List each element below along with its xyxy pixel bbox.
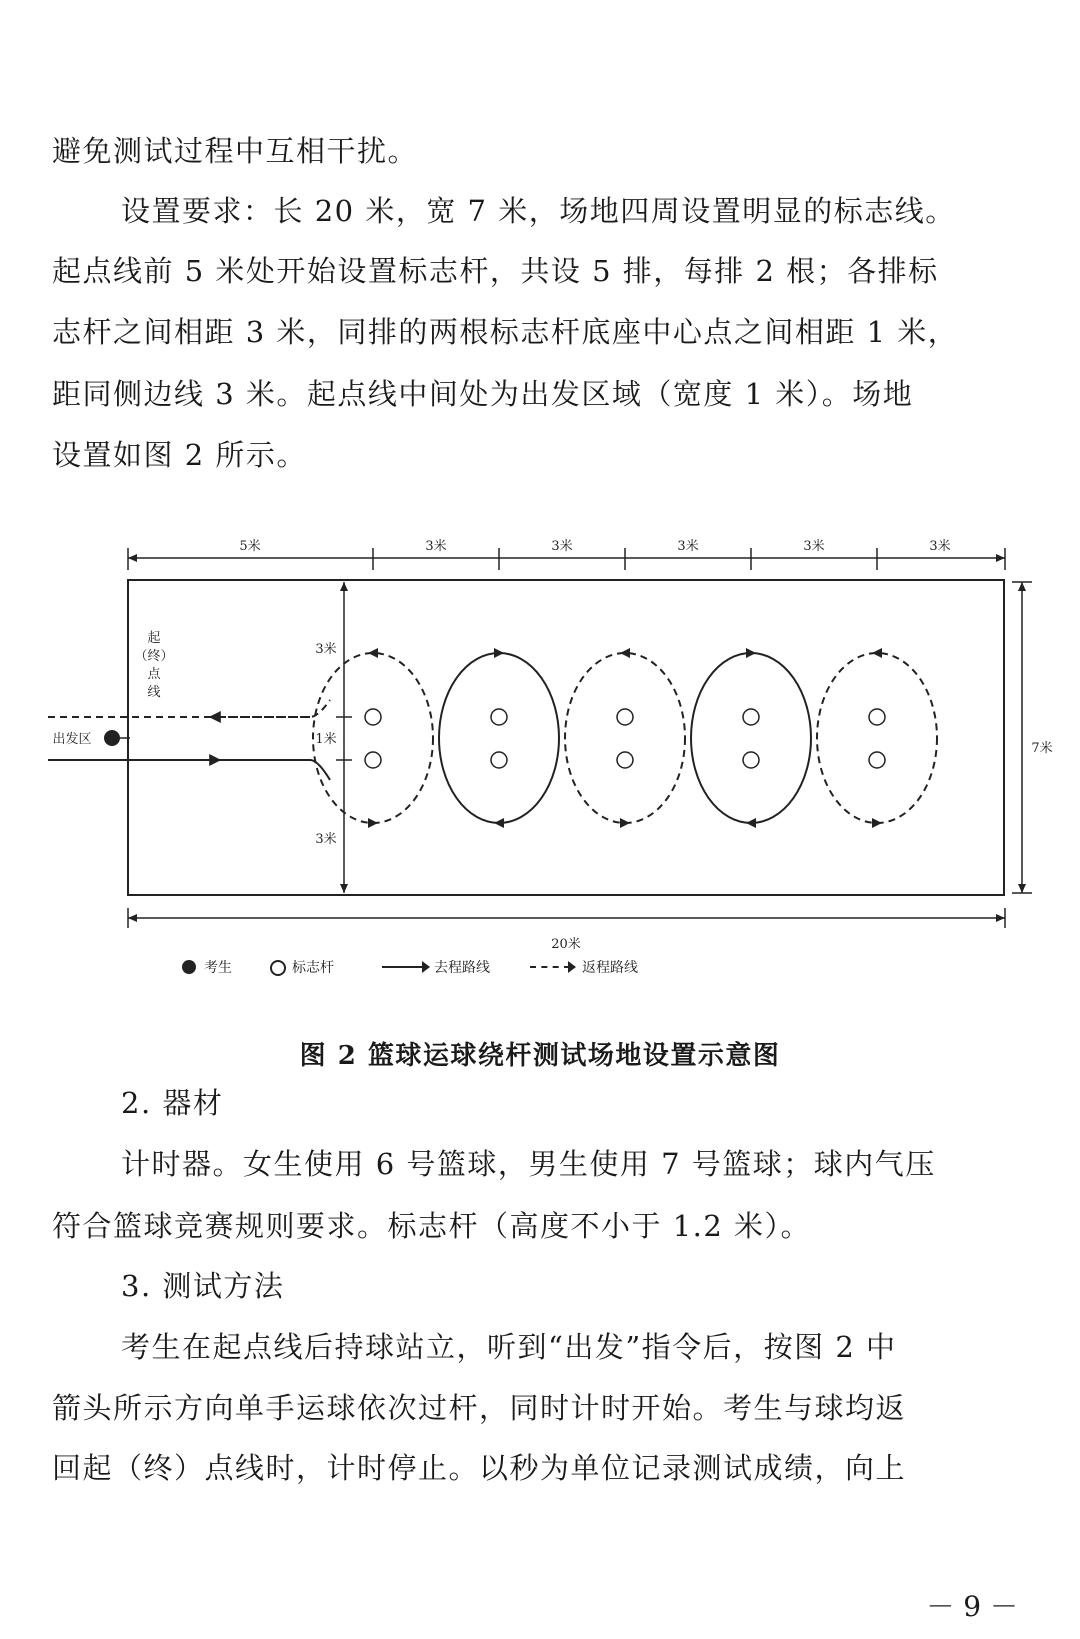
pole-legend-icon xyxy=(270,960,286,976)
dim-label: 5米 xyxy=(239,539,261,554)
dim-label: 3米 xyxy=(929,539,951,554)
section-heading: 3. 测试方法 xyxy=(121,1269,285,1303)
marker-pole xyxy=(491,752,507,768)
marker-pole xyxy=(617,752,633,768)
loop-5 xyxy=(817,653,937,823)
text-line: 回起（终）点线时，计时停止。以秒为单位记录测试成绩，向上 xyxy=(52,1451,907,1485)
start-line-label: 起 xyxy=(147,631,161,646)
dim-label: 3米 xyxy=(551,539,573,554)
legend xyxy=(182,955,882,979)
marker-pole xyxy=(869,709,885,725)
start-zone-label: 出发区 xyxy=(52,732,92,747)
arrow-icon xyxy=(422,961,430,973)
marker-pole xyxy=(491,709,507,725)
section-heading: 2. 器材 xyxy=(121,1086,224,1120)
marker-pole xyxy=(617,709,633,725)
dim-label: 3米 xyxy=(677,539,699,554)
text-line: 设置要求：长 20 米，宽 7 米，场地四周设置明显的标志线。 xyxy=(121,194,956,228)
text-line: 起点线前 5 米处开始设置标志杆，共设 5 排，每排 2 根；各排标 xyxy=(52,254,939,288)
marker-pole xyxy=(743,709,759,725)
figure-caption: 图 2 篮球运球绕杆测试场地设置示意图 xyxy=(299,1041,781,1071)
return-lead-line xyxy=(48,700,330,717)
marker-pole xyxy=(743,752,759,768)
dim-label: 3米 xyxy=(803,539,825,554)
legend-return: 返程路线 xyxy=(582,960,638,976)
marker-pole xyxy=(365,709,381,725)
page-number: － 9 － xyxy=(926,1590,1018,1623)
text-line: 符合篮球竞赛规则要求。标志杆（高度不小于 1.2 米）。 xyxy=(52,1209,812,1243)
legend-pole: 标志杆 xyxy=(292,960,334,976)
loop-2 xyxy=(439,653,559,823)
text-line: 避免测试过程中互相干扰。 xyxy=(52,134,419,168)
dim-label: 3米 xyxy=(315,642,337,657)
examinee-legend-icon xyxy=(182,960,196,974)
dim-label: 3米 xyxy=(425,539,447,554)
arrow-icon xyxy=(568,961,576,973)
text-line: 考生在起点线后持球站立，听到“出发”指令后，按图 2 中 xyxy=(121,1330,897,1364)
text-line: 志杆之间相距 3 米，同排的两根标志杆底座中心点之间相距 1 米， xyxy=(52,315,959,349)
outbound-lead-line xyxy=(48,760,330,780)
text-line: 箭头所示方向单手运球依次过杆，同时计时开始。考生与球均返 xyxy=(52,1391,907,1425)
text-line: 设置如图 2 所示。 xyxy=(52,438,307,472)
legend-examinee: 考生 xyxy=(204,960,232,976)
loop-4 xyxy=(691,653,811,823)
court-diagram xyxy=(0,530,1080,960)
marker-pole xyxy=(869,752,885,768)
legend-outbound: 去程路线 xyxy=(434,960,490,976)
dim-label: 3米 xyxy=(315,832,337,847)
marker-pole xyxy=(365,752,381,768)
text-line: 距同侧边线 3 米。起点线中间处为出发区域（宽度 1 米）。场地 xyxy=(52,377,914,411)
dim-label: 7米 xyxy=(1031,741,1053,756)
dim-label: 1米 xyxy=(315,732,337,747)
return-legend-icon xyxy=(530,966,570,968)
outbound-legend-icon xyxy=(382,966,426,968)
loop-3 xyxy=(565,653,685,823)
start-line-label: 点 xyxy=(147,667,161,682)
text-line: 计时器。女生使用 6 号篮球，男生使用 7 号篮球；球内气压 xyxy=(121,1147,936,1181)
start-line-label: （终） xyxy=(134,649,174,664)
start-line-label: 线 xyxy=(147,685,161,700)
examinee-dot xyxy=(104,730,120,746)
dim-label: 20米 xyxy=(551,937,581,952)
